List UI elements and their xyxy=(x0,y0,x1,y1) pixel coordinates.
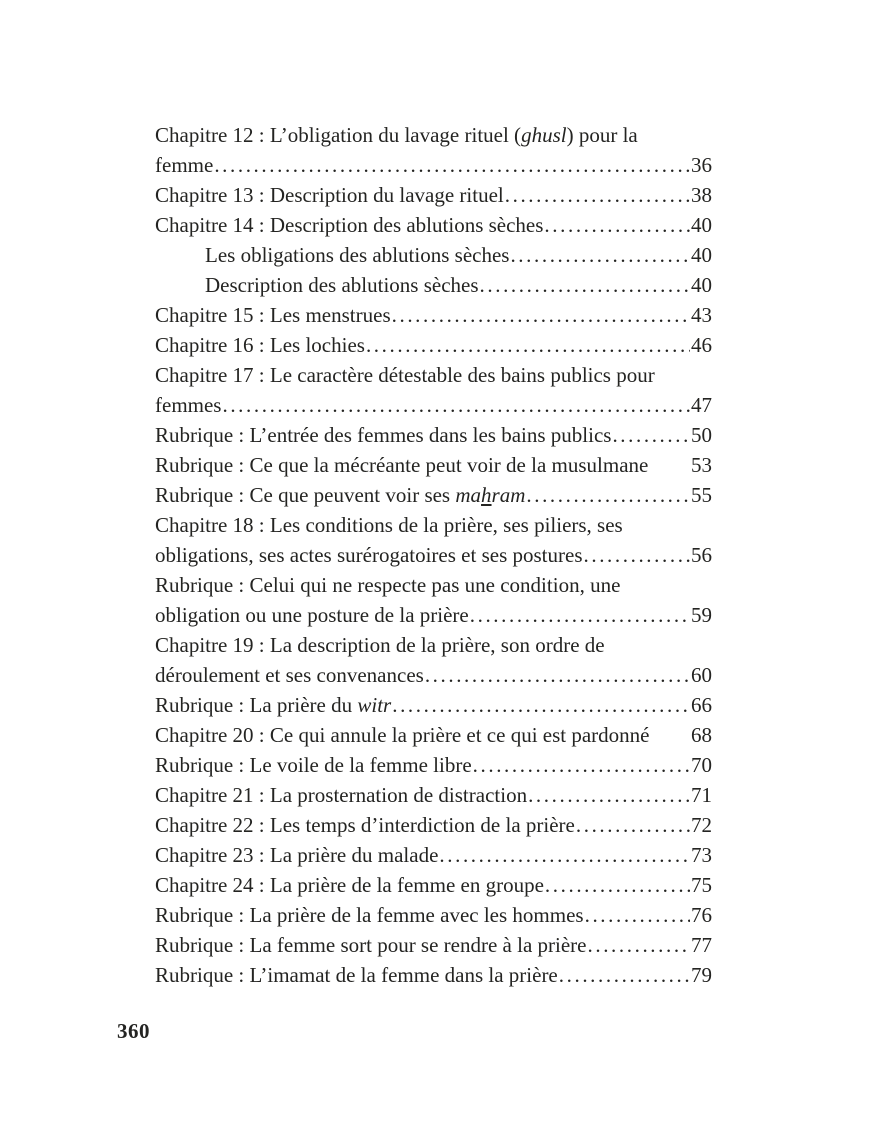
toc-entry-title xyxy=(155,630,605,660)
dot-leader xyxy=(559,960,690,990)
dot-leader xyxy=(544,210,690,240)
toc-entry-title xyxy=(155,660,424,690)
toc-line xyxy=(155,570,712,600)
toc-line xyxy=(155,840,712,870)
toc-page-number: 50 xyxy=(691,423,712,447)
toc-line xyxy=(155,390,712,420)
toc-page-number: 66 xyxy=(691,693,712,717)
toc-entry xyxy=(155,780,712,810)
toc-entry-title xyxy=(155,690,391,720)
toc-page-number: 36 xyxy=(691,153,712,177)
toc-entry xyxy=(155,930,712,960)
toc-entry xyxy=(155,450,712,480)
toc-line xyxy=(155,270,712,300)
toc-entry xyxy=(155,300,712,330)
dot-leader xyxy=(612,420,690,450)
toc-entry-title xyxy=(155,960,558,990)
toc-title-segment: Chapitre 20 : Ce qui annule la prière et ce qui est pardonné xyxy=(155,723,650,747)
dot-leader xyxy=(584,540,691,570)
toc-entry-title xyxy=(155,900,584,930)
toc-title-segment: femme xyxy=(155,153,214,177)
toc-entry xyxy=(155,360,712,420)
toc-page-number: 53 xyxy=(691,453,712,477)
toc-entry-title xyxy=(155,420,611,450)
toc-title-segment: Rubrique : La prière de la femme avec les hommes xyxy=(155,903,584,927)
toc-line xyxy=(155,450,712,480)
toc-entry-title xyxy=(155,300,391,330)
toc-title-segment: obligation ou une posture de la prière xyxy=(155,603,469,627)
toc-line xyxy=(155,690,712,720)
toc-title-segment: h xyxy=(481,483,492,507)
toc-entry-title xyxy=(155,180,504,210)
toc-entry-title xyxy=(155,570,620,600)
toc-page-number: 46 xyxy=(691,333,712,357)
toc-entry-title xyxy=(155,150,213,180)
toc-line xyxy=(155,360,712,390)
toc-line xyxy=(155,600,712,630)
toc-line xyxy=(155,810,712,840)
toc-title-segment: Rubrique : La prière du xyxy=(155,693,358,717)
toc-title-segment: Chapitre 21 : La prosternation de distraction xyxy=(155,783,528,807)
toc-title-segment: Rubrique : Le voile de la femme libre xyxy=(155,753,472,777)
dot-leader xyxy=(439,840,690,870)
toc-entry xyxy=(155,330,712,360)
toc-title-segment: Rubrique : Ce que la mécréante peut voir de la musulmane xyxy=(155,453,649,477)
toc-line xyxy=(155,720,712,750)
toc-title-segment: Chapitre 18 : Les conditions de la prière, ses piliers, ses xyxy=(155,513,623,537)
toc-entry-title xyxy=(155,870,544,900)
toc-entry xyxy=(155,120,712,180)
toc-entry xyxy=(155,630,712,690)
dot-leader xyxy=(392,300,690,330)
toc-title-segment: witr xyxy=(357,693,392,717)
toc-entry-title xyxy=(155,780,527,810)
page-number-folio: 360 xyxy=(117,1019,150,1043)
dot-leader xyxy=(392,690,690,720)
toc-title-segment: Rubrique : L’entrée des femmes dans les bains publics xyxy=(155,423,612,447)
toc-entry xyxy=(155,690,712,720)
toc-entry-title xyxy=(205,270,479,300)
toc-page-number: 77 xyxy=(691,933,712,957)
toc-list xyxy=(155,120,712,990)
toc-page-number: 71 xyxy=(691,783,712,807)
toc-entry xyxy=(155,210,712,240)
dot-leader xyxy=(585,900,690,930)
toc-page-number: 79 xyxy=(691,963,712,987)
toc-title-segment: ) pour la xyxy=(566,123,638,147)
toc-line xyxy=(155,180,712,210)
dot-leader xyxy=(510,240,690,270)
toc-entry-title xyxy=(205,240,509,270)
toc-entry xyxy=(155,480,712,510)
toc-line xyxy=(155,660,712,690)
toc-title-segment: ram xyxy=(491,483,526,507)
toc-entry-title xyxy=(155,810,575,840)
toc-entry-title xyxy=(155,450,648,480)
toc-line xyxy=(155,900,712,930)
toc-line xyxy=(155,420,712,450)
toc-title-segment: Rubrique : La femme sort pour se rendre à la prière xyxy=(155,933,587,957)
toc-entry xyxy=(155,570,712,630)
toc-page-number: 60 xyxy=(691,663,712,687)
toc-line xyxy=(155,750,712,780)
toc-line xyxy=(155,630,712,660)
toc-title-segment: Chapitre 22 : Les temps d’interdiction de la prière xyxy=(155,813,575,837)
dot-leader xyxy=(470,600,690,630)
dot-leader xyxy=(366,330,690,360)
toc-page-number: 73 xyxy=(691,843,712,867)
toc-title-segment: Chapitre 13 : Description du lavage rituel xyxy=(155,183,504,207)
toc-page-number: 56 xyxy=(691,543,712,567)
toc-entry-title xyxy=(155,510,623,540)
toc-page-number: 68 xyxy=(691,723,712,747)
dot-leader xyxy=(526,480,690,510)
dot-leader xyxy=(222,390,690,420)
toc-entry xyxy=(155,180,712,210)
toc-entry-title xyxy=(155,360,655,390)
toc-title-segment: Chapitre 17 : Le caractère détestable des bains publics pour xyxy=(155,363,655,387)
toc-line xyxy=(155,240,712,270)
toc-line xyxy=(155,960,712,990)
toc-title-segment: femmes xyxy=(155,393,222,417)
toc-entry-title xyxy=(155,930,587,960)
toc-page-number: 43 xyxy=(691,303,712,327)
toc-title-segment: Chapitre 24 : La prière de la femme en groupe xyxy=(155,873,544,897)
dot-leader xyxy=(528,780,690,810)
toc-page-number: 47 xyxy=(691,393,712,417)
toc-title-segment: Les obligations des ablutions sèches xyxy=(205,243,510,267)
toc-entry xyxy=(155,750,712,780)
toc-title-segment: ghusl xyxy=(521,123,567,147)
toc-entry xyxy=(155,840,712,870)
toc-entry-title xyxy=(155,390,221,420)
toc-line xyxy=(155,210,712,240)
dot-leader xyxy=(545,870,690,900)
toc-entry-title xyxy=(155,330,365,360)
dot-leader xyxy=(576,810,690,840)
dot-leader xyxy=(505,180,690,210)
dot-leader xyxy=(588,930,691,960)
toc-title-segment: obligations, ses actes surérogatoires et ses postures xyxy=(155,543,583,567)
toc-entry-title xyxy=(155,750,472,780)
toc-title-segment: Rubrique : Ce que peuvent voir ses xyxy=(155,483,456,507)
toc-title-segment: Description des ablutions sèches xyxy=(205,273,479,297)
toc-entry-title xyxy=(155,480,525,510)
toc-entry xyxy=(155,510,712,570)
toc-entry xyxy=(155,720,712,750)
dot-leader xyxy=(214,150,690,180)
toc-line xyxy=(155,120,712,150)
toc-entry xyxy=(155,900,712,930)
toc-page-number: 59 xyxy=(691,603,712,627)
toc-line xyxy=(155,480,712,510)
toc-entry xyxy=(155,810,712,840)
toc-title-segment: Rubrique : L’imamat de la femme dans la prière xyxy=(155,963,558,987)
toc-line xyxy=(155,300,712,330)
toc-page-number: 38 xyxy=(691,183,712,207)
toc-page-number: 76 xyxy=(691,903,712,927)
toc-title-segment: Chapitre 15 : Les menstrues xyxy=(155,303,391,327)
dot-leader xyxy=(473,750,690,780)
dot-leader xyxy=(425,660,690,690)
toc-entry xyxy=(155,960,712,990)
toc-entry xyxy=(155,870,712,900)
toc-entry-title xyxy=(155,840,438,870)
toc-entry-title xyxy=(155,720,650,750)
toc-line xyxy=(155,510,712,540)
toc-entry-title xyxy=(155,210,543,240)
toc-page-number: 40 xyxy=(691,273,712,297)
toc-line xyxy=(155,780,712,810)
toc-entry-title xyxy=(155,600,469,630)
toc-entry xyxy=(155,240,712,270)
toc-page-number: 40 xyxy=(691,213,712,237)
toc-page-number: 75 xyxy=(691,873,712,897)
toc-page-number: 55 xyxy=(691,483,712,507)
toc-entry-title xyxy=(155,540,583,570)
toc-line xyxy=(155,930,712,960)
toc-title-segment: Chapitre 14 : Description des ablutions sèches xyxy=(155,213,544,237)
toc-page-number: 40 xyxy=(691,243,712,267)
toc-line xyxy=(155,330,712,360)
toc-title-segment: Chapitre 12 : L’obligation du lavage rituel ( xyxy=(155,123,522,147)
toc-line xyxy=(155,870,712,900)
toc-line xyxy=(155,540,712,570)
toc-page-number: 70 xyxy=(691,753,712,777)
toc-line xyxy=(155,150,712,180)
toc-title-segment: déroulement et ses convenances xyxy=(155,663,424,687)
dot-leader xyxy=(480,270,690,300)
toc-title-segment: Rubrique : Celui qui ne respecte pas une condition, une xyxy=(155,573,621,597)
toc-entry xyxy=(155,270,712,300)
toc-title-segment: Chapitre 19 : La description de la prière, son ordre de xyxy=(155,633,605,657)
toc-title-segment: Chapitre 23 : La prière du malade xyxy=(155,843,439,867)
toc-title-segment: ma xyxy=(455,483,482,507)
toc-page-number: 72 xyxy=(691,813,712,837)
toc-entry xyxy=(155,420,712,450)
toc-entry-title xyxy=(155,120,638,150)
toc-title-segment: Chapitre 16 : Les lochies xyxy=(155,333,365,357)
